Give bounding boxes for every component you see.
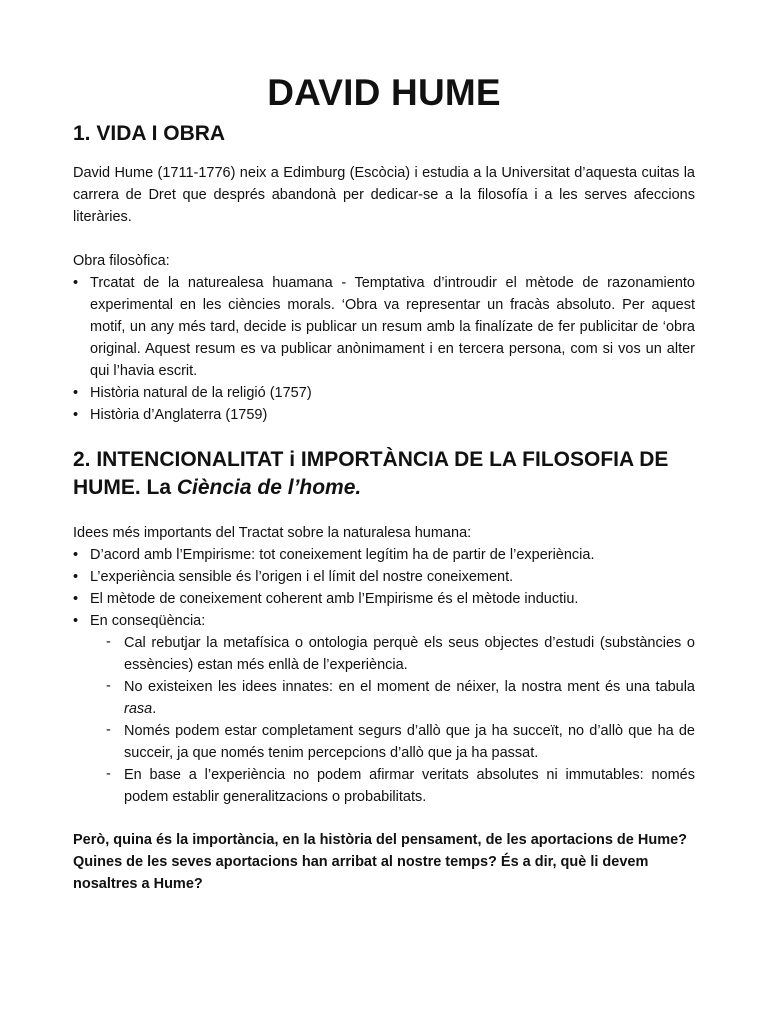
obra-item-text: Història natural de la religió (1757) xyxy=(90,385,312,401)
idea-item-text: El mètode de coneixement coherent amb l’Empirisme és el mètode inductiu. xyxy=(90,591,579,607)
ideas-label: Idees més importants del Tractat sobre la naturalesa humana: xyxy=(73,525,472,541)
bullet-icon: • xyxy=(73,547,79,563)
dash-icon: - xyxy=(106,678,111,694)
obra-item-text: Trcatat de la naturealesa huamana - Temptativa d’introudir el mètode de razonamiento experimental en les ciències morals. ‘Obra va representar un fracàs absoluto. Per aquest motif, un any més tard, decide is publicar un resum amb la finalízate de fer publicitar de ‘obra original. Aquest resum es va publicar anònimament i en tercera persona, com si vos un alter qui l’havia escrit. xyxy=(90,275,695,379)
sublist-item xyxy=(90,632,695,676)
consequence-sublist xyxy=(90,632,695,808)
bullet-icon: • xyxy=(73,385,79,401)
idea-item-text: En conseqüència: xyxy=(90,613,206,629)
sublist-item xyxy=(90,720,695,764)
sub-item-text: No existeixen les idees innates: en el moment de néixer, la nostra ment és una tabula xyxy=(124,679,695,695)
idea-item-text: L’experiència sensible és l’origen i el límit del nostre coneixement. xyxy=(90,569,514,585)
idea-item-text: D’acord amb l’Empirisme: tot coneixement legítim ha de partir de l’experiència. xyxy=(90,547,595,563)
bullet-icon: • xyxy=(73,407,79,423)
sub-item-text: Només podem estar completament segurs d’allò que ja ha succeït, no d’allò que ha de succeir, ja que només tenim percepcions d’allò que ja ha passat. xyxy=(124,723,695,761)
sublist-item xyxy=(90,764,695,808)
section-2-heading-italic: Ciència de l’home. xyxy=(176,476,362,499)
sub-item-end: . xyxy=(152,701,157,717)
list-item xyxy=(73,588,695,610)
sub-item-text: En base a l’experiència no podem afirmar veritats absolutes ni immutables: només podem establir generalitzacions o probabilitats. xyxy=(124,767,695,805)
obra-list xyxy=(73,272,695,426)
list-item xyxy=(73,272,695,382)
bullet-icon: • xyxy=(73,569,79,585)
obra-label: Obra filosòfica: xyxy=(73,253,170,269)
sub-item-italic: rasa xyxy=(124,701,153,717)
bullet-icon: • xyxy=(73,591,79,607)
obra-item-text: Història d’Anglaterra (1759) xyxy=(90,407,268,423)
closing-question: Però, quina és la importància, en la història del pensament, de les aportacions de Hume? Quines de les seves aportacions han arribat al nostre temps? És a dir, què li devem nosaltres a Hume? xyxy=(73,832,688,892)
dash-icon: - xyxy=(106,634,111,650)
sublist-item xyxy=(90,676,695,720)
section-2-heading xyxy=(73,446,695,502)
list-item xyxy=(73,544,695,566)
list-item xyxy=(73,404,695,426)
bullet-icon: • xyxy=(73,275,79,291)
dash-icon: - xyxy=(106,766,111,782)
section-2-heading-main: 2. INTENCIONALITAT i IMPORTÀNCIA DE LA FILOSOFIA DE HUME. La xyxy=(73,448,669,499)
section-1-intro: David Hume (1711-1776) neix a Edimburg (Escòcia) i estudia a la Universitat d’aquesta cuitas la carrera de Dret que després abandonà per dedicar-se a la filosofía i a les serves afeccions literàries. xyxy=(73,165,695,225)
list-item xyxy=(73,566,695,588)
dash-icon: - xyxy=(106,722,111,738)
ideas-list xyxy=(73,544,695,808)
list-item xyxy=(73,610,695,808)
document-title: DAVID HUME xyxy=(267,72,501,113)
sub-item-text: Cal rebutjar la metafísica o ontologia perquè els seus objectes d’estudi (substàncies o essències) estan més enllà de l’experiència. xyxy=(124,635,695,673)
list-item xyxy=(73,382,695,404)
section-1-heading: 1. VIDA I OBRA xyxy=(73,122,226,145)
bullet-icon: • xyxy=(73,613,79,629)
